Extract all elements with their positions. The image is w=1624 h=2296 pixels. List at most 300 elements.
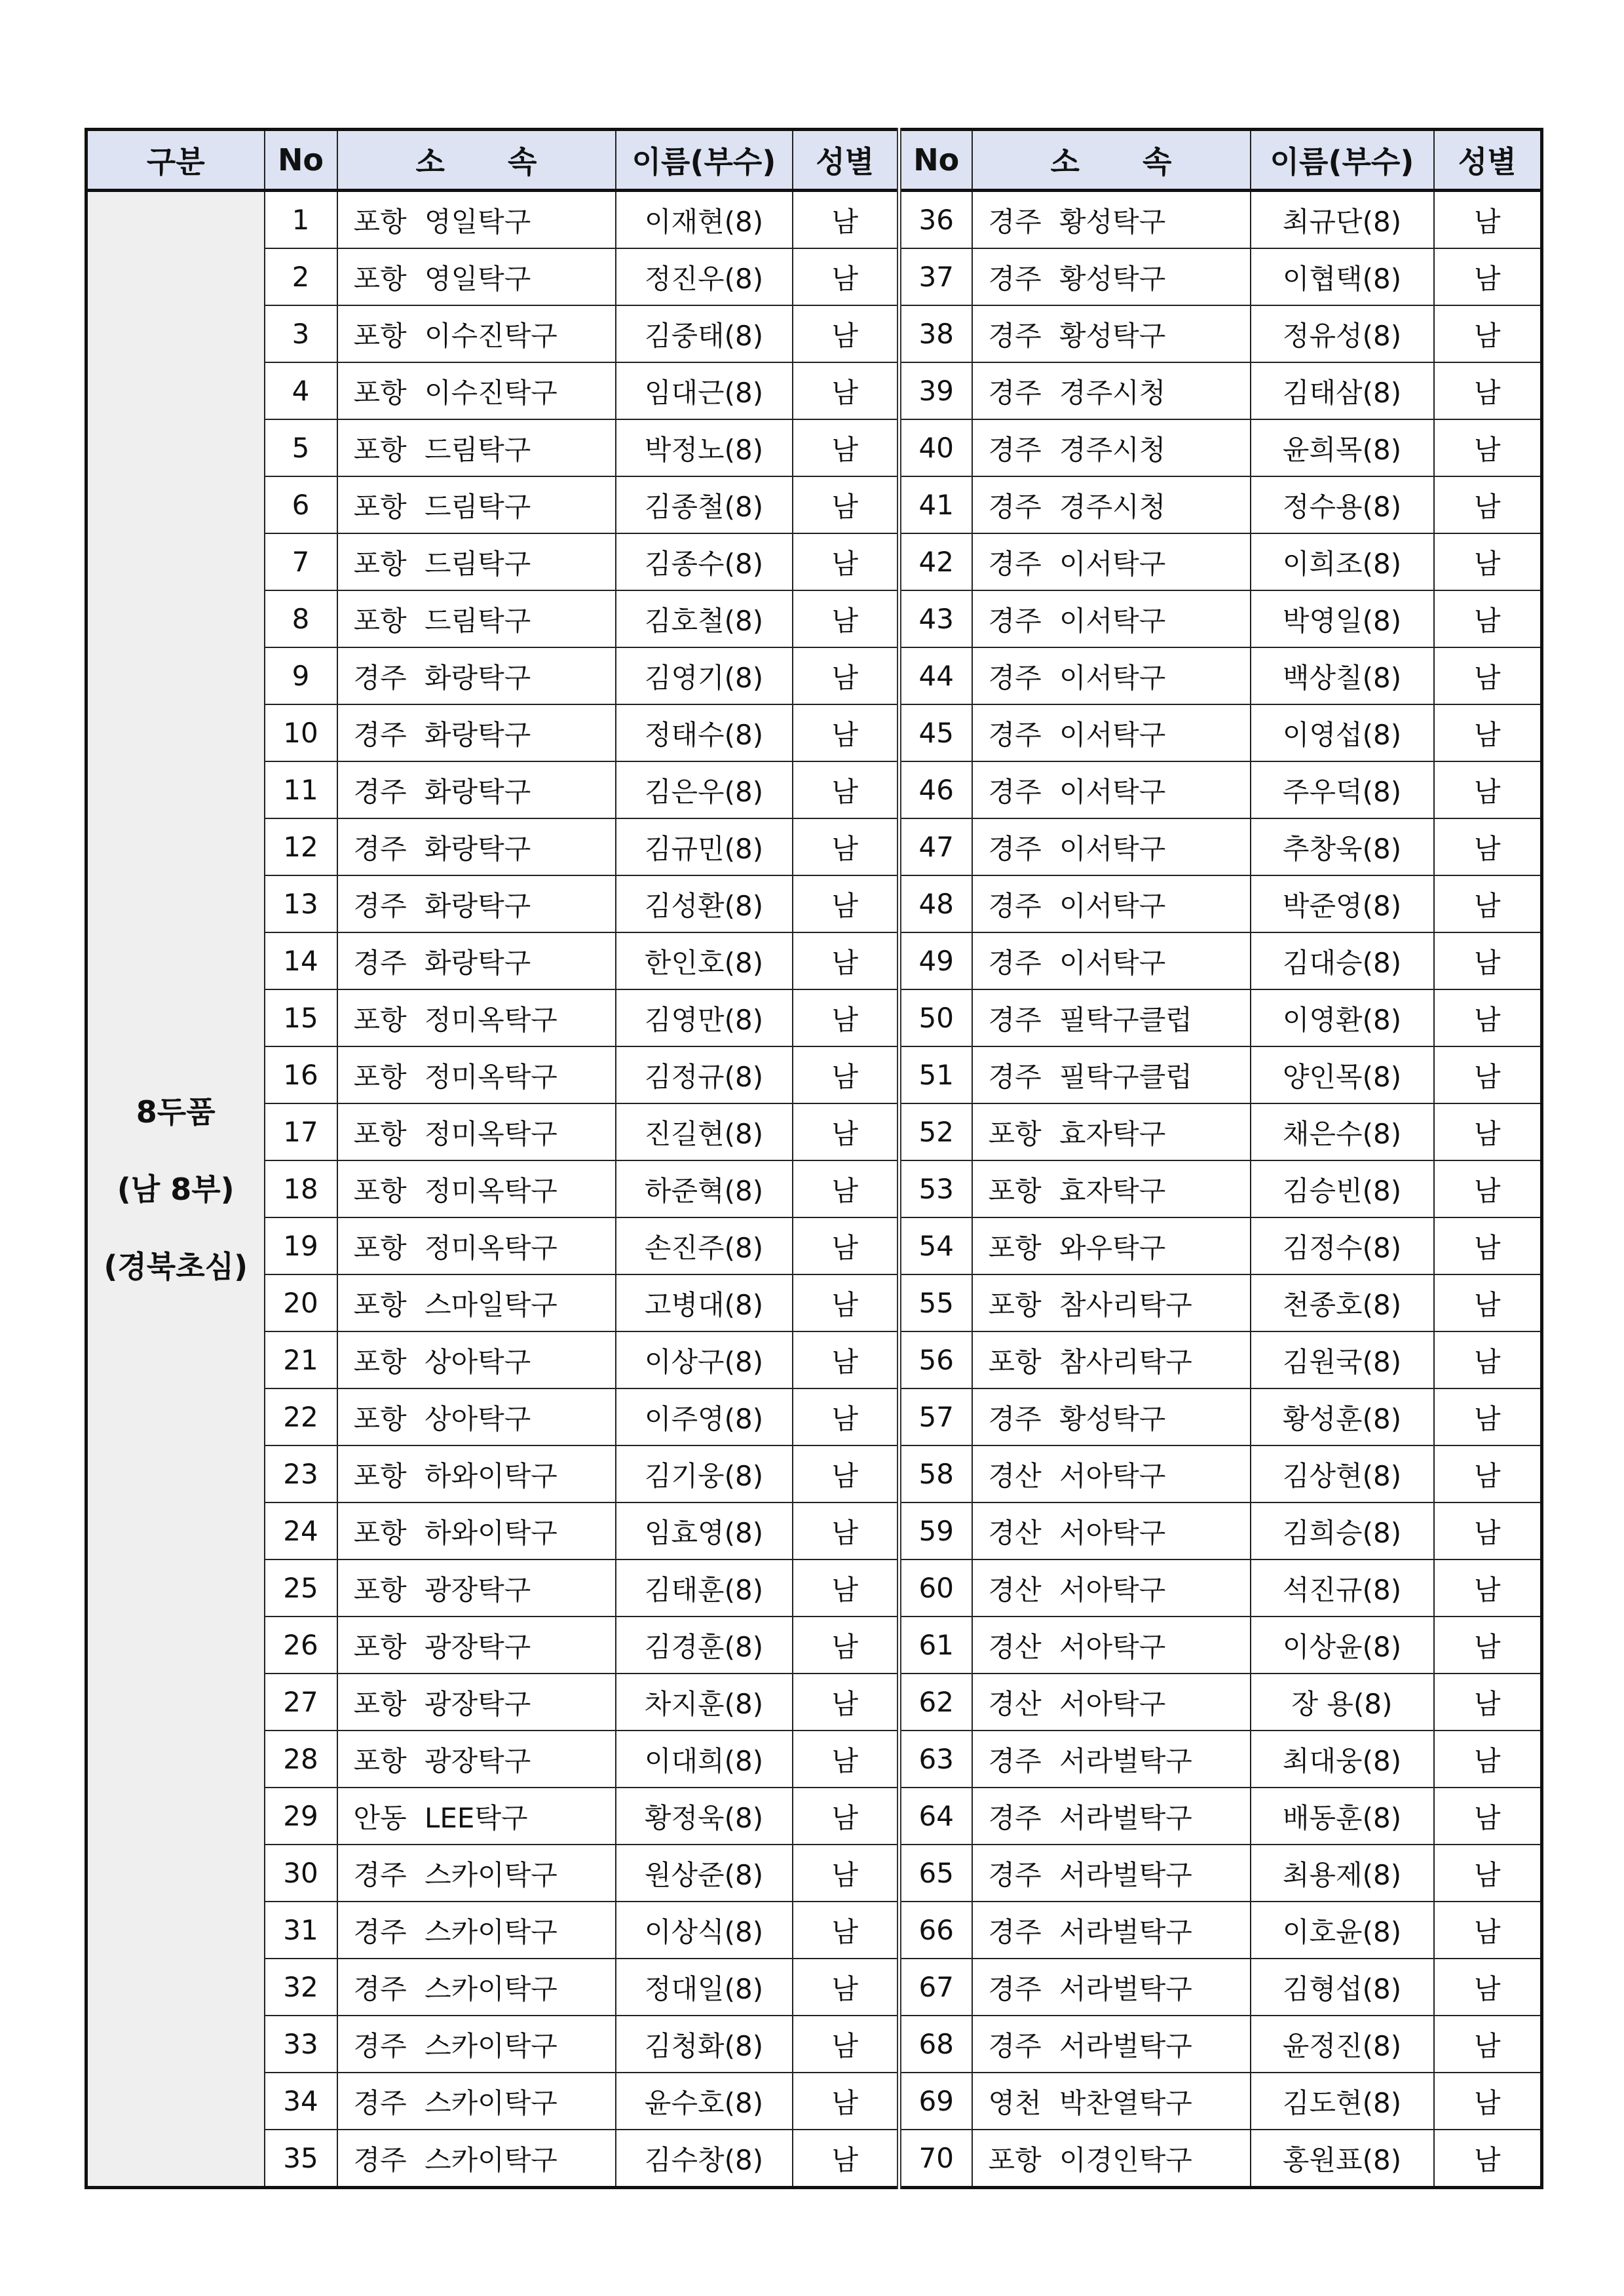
table-row (86, 590, 1542, 647)
table-row (86, 932, 1542, 989)
entry-no-left: 23 (265, 1445, 337, 1502)
entry-gender-left: 남 (793, 248, 899, 305)
entry-affiliation-left: 포항 광장탁구 (337, 1731, 616, 1788)
entry-affiliation-left: 안동 LEE탁구 (337, 1788, 616, 1845)
entry-name-left: 고병대(8) (616, 1274, 793, 1331)
entry-affiliation-right: 경주 필탁구클럽 (972, 989, 1251, 1046)
entry-affiliation-right: 포항 참사리탁구 (972, 1274, 1251, 1331)
table-row (86, 1274, 1542, 1331)
entry-no-right: 62 (899, 1674, 972, 1731)
entry-name-right: 추창욱(8) (1251, 818, 1434, 875)
entry-gender-right: 남 (1434, 1217, 1542, 1274)
entry-no-right: 66 (899, 1902, 972, 1959)
entry-name-right: 김대승(8) (1251, 932, 1434, 989)
category-line-1: 8두품 (136, 1094, 216, 1130)
entry-gender-right: 남 (1434, 989, 1542, 1046)
entry-no-left: 31 (265, 1902, 337, 1959)
table-header (86, 130, 1542, 191)
entry-no-left: 24 (265, 1502, 337, 1559)
entry-no-left: 35 (265, 2130, 337, 2188)
entry-affiliation-left: 경주 스카이탁구 (337, 2073, 616, 2130)
entry-name-right: 김원국(8) (1251, 1331, 1434, 1388)
entry-name-left: 김경훈(8) (616, 1617, 793, 1674)
entry-no-right: 47 (899, 818, 972, 875)
entry-no-left: 18 (265, 1160, 337, 1217)
entry-gender-left: 남 (793, 191, 899, 249)
entry-gender-right: 남 (1434, 875, 1542, 932)
entry-gender-right: 남 (1434, 1959, 1542, 2016)
entry-gender-left: 남 (793, 1559, 899, 1617)
entry-gender-left: 남 (793, 2073, 899, 2130)
entry-name-right: 양인목(8) (1251, 1046, 1434, 1103)
entry-gender-left: 남 (793, 1445, 899, 1502)
entry-no-left: 20 (265, 1274, 337, 1331)
entry-affiliation-left: 경주 화랑탁구 (337, 875, 616, 932)
entry-name-left: 진길현(8) (616, 1103, 793, 1160)
entry-no-left: 3 (265, 305, 337, 362)
entry-affiliation-right: 경주 서라벌탁구 (972, 1902, 1251, 1959)
entry-affiliation-left: 경주 스카이탁구 (337, 1845, 616, 1902)
entry-name-left: 김태훈(8) (616, 1559, 793, 1617)
entry-gender-left: 남 (793, 1046, 899, 1103)
entry-gender-left: 남 (793, 1103, 899, 1160)
entry-gender-right: 남 (1434, 2016, 1542, 2073)
entry-affiliation-right: 경주 서라벌탁구 (972, 1959, 1251, 2016)
entry-affiliation-left: 경주 화랑탁구 (337, 818, 616, 875)
table-row (86, 1959, 1542, 2016)
table-row (86, 2016, 1542, 2073)
entry-gender-left: 남 (793, 1502, 899, 1559)
entry-gender-right: 남 (1434, 305, 1542, 362)
entry-gender-left: 남 (793, 419, 899, 476)
category-cell (86, 191, 265, 2188)
entry-name-left: 김호철(8) (616, 590, 793, 647)
entry-affiliation-left: 포항 정미옥탁구 (337, 989, 616, 1046)
entry-affiliation-right: 포항 이경인탁구 (972, 2130, 1251, 2188)
entry-name-left: 이상식(8) (616, 1902, 793, 1959)
entry-no-left: 2 (265, 248, 337, 305)
entry-no-left: 33 (265, 2016, 337, 2073)
header-category: 구분 (86, 130, 265, 191)
entry-affiliation-right: 경주 서라벌탁구 (972, 2016, 1251, 2073)
entry-no-left: 1 (265, 191, 337, 249)
entry-no-left: 16 (265, 1046, 337, 1103)
header-row (86, 130, 1542, 191)
entry-affiliation-right: 경주 이서탁구 (972, 875, 1251, 932)
entry-affiliation-left: 포항 정미옥탁구 (337, 1217, 616, 1274)
entry-affiliation-left: 포항 하와이탁구 (337, 1445, 616, 1502)
entry-no-right: 42 (899, 533, 972, 590)
table-row (86, 1388, 1542, 1445)
entry-gender-right: 남 (1434, 1559, 1542, 1617)
entry-affiliation-right: 포항 효자탁구 (972, 1103, 1251, 1160)
entry-name-right: 윤희목(8) (1251, 419, 1434, 476)
entry-name-left: 김영만(8) (616, 989, 793, 1046)
table-row (86, 1217, 1542, 1274)
entry-no-right: 49 (899, 932, 972, 989)
entry-no-left: 21 (265, 1331, 337, 1388)
entry-name-right: 홍원표(8) (1251, 2130, 1434, 2188)
entry-no-left: 9 (265, 647, 337, 704)
entry-gender-left: 남 (793, 2130, 899, 2188)
entry-affiliation-right: 경주 경주시청 (972, 419, 1251, 476)
entry-name-left: 박정노(8) (616, 419, 793, 476)
entry-name-left: 김종철(8) (616, 476, 793, 533)
entry-affiliation-left: 포항 영일탁구 (337, 248, 616, 305)
table-body (86, 191, 1542, 2188)
entry-name-left: 김은우(8) (616, 761, 793, 818)
entry-name-left: 김수창(8) (616, 2130, 793, 2188)
table-row (86, 191, 1542, 249)
entry-no-left: 30 (265, 1845, 337, 1902)
entry-affiliation-left: 경주 스카이탁구 (337, 2016, 616, 2073)
entry-name-right: 김태삼(8) (1251, 362, 1434, 419)
entry-name-left: 정진우(8) (616, 248, 793, 305)
entry-affiliation-right: 경주 황성탁구 (972, 248, 1251, 305)
entry-affiliation-right: 경주 이서탁구 (972, 647, 1251, 704)
entry-no-right: 60 (899, 1559, 972, 1617)
entry-name-right: 최대웅(8) (1251, 1731, 1434, 1788)
entry-name-right: 김희승(8) (1251, 1502, 1434, 1559)
entry-gender-right: 남 (1434, 704, 1542, 761)
entry-affiliation-right: 경주 이서탁구 (972, 533, 1251, 590)
entry-affiliation-right: 경주 서라벌탁구 (972, 1788, 1251, 1845)
entry-affiliation-left: 포항 광장탁구 (337, 1674, 616, 1731)
entry-gender-right: 남 (1434, 1274, 1542, 1331)
entry-gender-left: 남 (793, 1274, 899, 1331)
entry-affiliation-right: 경주 이서탁구 (972, 704, 1251, 761)
entry-gender-left: 남 (793, 818, 899, 875)
entry-no-right: 45 (899, 704, 972, 761)
entry-name-left: 김청화(8) (616, 2016, 793, 2073)
entry-no-right: 52 (899, 1103, 972, 1160)
entry-gender-right: 남 (1434, 191, 1542, 249)
table-row (86, 2073, 1542, 2130)
entry-name-right: 채은수(8) (1251, 1103, 1434, 1160)
entry-no-right: 64 (899, 1788, 972, 1845)
entry-gender-right: 남 (1434, 1388, 1542, 1445)
table-row (86, 1046, 1542, 1103)
entry-gender-left: 남 (793, 590, 899, 647)
entry-affiliation-left: 경주 스카이탁구 (337, 1902, 616, 1959)
header-affiliation-right: 소 속 (972, 130, 1251, 191)
entry-gender-left: 남 (793, 875, 899, 932)
category-line-2: (남 8부) (117, 1171, 235, 1207)
entry-gender-right: 남 (1434, 1502, 1542, 1559)
table-row (86, 1788, 1542, 1845)
entry-affiliation-left: 포항 드림탁구 (337, 419, 616, 476)
entry-gender-right: 남 (1434, 1445, 1542, 1502)
entry-affiliation-right: 경주 황성탁구 (972, 1388, 1251, 1445)
entry-name-right: 김도현(8) (1251, 2073, 1434, 2130)
entry-name-right: 황성훈(8) (1251, 1388, 1434, 1445)
entry-name-left: 이상구(8) (616, 1331, 793, 1388)
entry-gender-left: 남 (793, 1217, 899, 1274)
entry-no-right: 59 (899, 1502, 972, 1559)
entry-no-right: 41 (899, 476, 972, 533)
entry-name-right: 박준영(8) (1251, 875, 1434, 932)
category-line-3: (경북초심) (104, 1248, 248, 1284)
entry-gender-left: 남 (793, 1845, 899, 1902)
header-affiliation-left: 소 속 (337, 130, 616, 191)
entry-gender-right: 남 (1434, 932, 1542, 989)
entry-no-right: 55 (899, 1274, 972, 1331)
entry-gender-left: 남 (793, 1959, 899, 2016)
entry-affiliation-left: 포항 하와이탁구 (337, 1502, 616, 1559)
entry-no-left: 14 (265, 932, 337, 989)
entry-gender-right: 남 (1434, 1046, 1542, 1103)
entry-gender-right: 남 (1434, 476, 1542, 533)
entry-gender-left: 남 (793, 1160, 899, 1217)
entry-affiliation-right: 경산 서아탁구 (972, 1559, 1251, 1617)
entry-name-right: 박영일(8) (1251, 590, 1434, 647)
table-row (86, 1902, 1542, 1959)
table-row (86, 1502, 1542, 1559)
table-row (86, 1103, 1542, 1160)
entry-gender-right: 남 (1434, 1902, 1542, 1959)
entry-name-left: 김기웅(8) (616, 1445, 793, 1502)
entry-name-right: 정유성(8) (1251, 305, 1434, 362)
entry-name-right: 정수용(8) (1251, 476, 1434, 533)
entry-affiliation-right: 경산 서아탁구 (972, 1502, 1251, 1559)
entry-affiliation-left: 경주 화랑탁구 (337, 647, 616, 704)
entry-affiliation-left: 경주 화랑탁구 (337, 932, 616, 989)
entry-no-left: 10 (265, 704, 337, 761)
entry-affiliation-left: 경주 스카이탁구 (337, 1959, 616, 2016)
entry-name-right: 김상현(8) (1251, 1445, 1434, 1502)
entry-name-left: 김영기(8) (616, 647, 793, 704)
entry-gender-right: 남 (1434, 590, 1542, 647)
header-name-left: 이름(부수) (616, 130, 793, 191)
entry-no-left: 28 (265, 1731, 337, 1788)
entry-gender-right: 남 (1434, 419, 1542, 476)
entry-no-left: 32 (265, 1959, 337, 2016)
table-row (86, 419, 1542, 476)
entry-affiliation-right: 경주 이서탁구 (972, 932, 1251, 989)
entry-affiliation-left: 포항 정미옥탁구 (337, 1046, 616, 1103)
table-row (86, 1731, 1542, 1788)
entry-name-right: 이상윤(8) (1251, 1617, 1434, 1674)
entry-affiliation-right: 포항 와우탁구 (972, 1217, 1251, 1274)
entry-no-left: 22 (265, 1388, 337, 1445)
entry-affiliation-left: 포항 스마일탁구 (337, 1274, 616, 1331)
entry-no-left: 13 (265, 875, 337, 932)
table-row (86, 476, 1542, 533)
entry-gender-left: 남 (793, 1674, 899, 1731)
entry-gender-right: 남 (1434, 1845, 1542, 1902)
entry-name-right: 이희조(8) (1251, 533, 1434, 590)
entry-no-left: 17 (265, 1103, 337, 1160)
table-row (86, 1845, 1542, 1902)
table-row (86, 1331, 1542, 1388)
entry-gender-right: 남 (1434, 761, 1542, 818)
entry-affiliation-right: 경주 경주시청 (972, 362, 1251, 419)
entry-name-left: 이재현(8) (616, 191, 793, 249)
entry-name-right: 이협택(8) (1251, 248, 1434, 305)
entry-gender-left: 남 (793, 362, 899, 419)
entry-gender-left: 남 (793, 533, 899, 590)
entry-no-right: 57 (899, 1388, 972, 1445)
entry-affiliation-right: 경주 이서탁구 (972, 761, 1251, 818)
entry-name-left: 임대근(8) (616, 362, 793, 419)
entry-no-left: 29 (265, 1788, 337, 1845)
entry-gender-left: 남 (793, 1331, 899, 1388)
entry-no-left: 12 (265, 818, 337, 875)
entry-name-left: 원상준(8) (616, 1845, 793, 1902)
header-no-left: No (265, 130, 337, 191)
entry-gender-left: 남 (793, 1902, 899, 1959)
entry-no-right: 50 (899, 989, 972, 1046)
entry-name-right: 장 용(8) (1251, 1674, 1434, 1731)
entry-gender-left: 남 (793, 989, 899, 1046)
entry-name-left: 윤수호(8) (616, 2073, 793, 2130)
entry-gender-right: 남 (1434, 248, 1542, 305)
entry-name-left: 임효영(8) (616, 1502, 793, 1559)
entry-gender-right: 남 (1434, 1788, 1542, 1845)
entry-gender-left: 남 (793, 1731, 899, 1788)
entry-gender-left: 남 (793, 1617, 899, 1674)
entry-name-right: 이호윤(8) (1251, 1902, 1434, 1959)
entry-no-right: 39 (899, 362, 972, 419)
table-row (86, 2130, 1542, 2188)
header-gender-left: 성별 (793, 130, 899, 191)
entry-gender-left: 남 (793, 305, 899, 362)
entry-affiliation-left: 경주 화랑탁구 (337, 704, 616, 761)
entry-gender-left: 남 (793, 476, 899, 533)
entry-gender-right: 남 (1434, 1674, 1542, 1731)
entry-gender-left: 남 (793, 2016, 899, 2073)
entry-affiliation-left: 포항 드림탁구 (337, 476, 616, 533)
entry-no-left: 34 (265, 2073, 337, 2130)
entry-gender-right: 남 (1434, 2130, 1542, 2188)
table-row (86, 818, 1542, 875)
entry-no-right: 61 (899, 1617, 972, 1674)
entry-affiliation-right: 경주 필탁구클럽 (972, 1046, 1251, 1103)
entry-no-right: 58 (899, 1445, 972, 1502)
entry-name-left: 손진주(8) (616, 1217, 793, 1274)
entry-no-right: 69 (899, 2073, 972, 2130)
entry-name-left: 차지훈(8) (616, 1674, 793, 1731)
entry-no-left: 4 (265, 362, 337, 419)
entry-name-left: 김종수(8) (616, 533, 793, 590)
entry-gender-left: 남 (793, 761, 899, 818)
roster-table (85, 128, 1543, 2189)
entry-gender-right: 남 (1434, 1160, 1542, 1217)
entry-no-right: 63 (899, 1731, 972, 1788)
entry-affiliation-right: 경산 서아탁구 (972, 1445, 1251, 1502)
entry-gender-right: 남 (1434, 1731, 1542, 1788)
entry-affiliation-right: 경주 황성탁구 (972, 191, 1251, 249)
table-row (86, 875, 1542, 932)
entry-affiliation-right: 포항 참사리탁구 (972, 1331, 1251, 1388)
entry-no-right: 46 (899, 761, 972, 818)
entry-gender-right: 남 (1434, 1103, 1542, 1160)
entry-name-left: 김중태(8) (616, 305, 793, 362)
entry-no-left: 25 (265, 1559, 337, 1617)
entry-name-right: 천종호(8) (1251, 1274, 1434, 1331)
entry-name-left: 정태수(8) (616, 704, 793, 761)
entry-no-right: 40 (899, 419, 972, 476)
table-row (86, 533, 1542, 590)
table-row (86, 647, 1542, 704)
entry-no-right: 37 (899, 248, 972, 305)
entry-no-right: 68 (899, 2016, 972, 2073)
entry-gender-left: 남 (793, 932, 899, 989)
entry-affiliation-right: 경주 서라벌탁구 (972, 1731, 1251, 1788)
entry-name-right: 김정수(8) (1251, 1217, 1434, 1274)
table-row (86, 305, 1542, 362)
entry-affiliation-right: 경주 경주시청 (972, 476, 1251, 533)
entry-no-right: 54 (899, 1217, 972, 1274)
entry-gender-right: 남 (1434, 362, 1542, 419)
entry-affiliation-right: 경산 서아탁구 (972, 1617, 1251, 1674)
table-row (86, 704, 1542, 761)
entry-affiliation-left: 경주 스카이탁구 (337, 2130, 616, 2188)
entry-affiliation-right: 경주 서라벌탁구 (972, 1845, 1251, 1902)
entry-name-left: 황정욱(8) (616, 1788, 793, 1845)
entry-name-right: 최용제(8) (1251, 1845, 1434, 1902)
table-row (86, 248, 1542, 305)
entry-gender-right: 남 (1434, 1617, 1542, 1674)
table-row (86, 1160, 1542, 1217)
entry-affiliation-left: 포항 광장탁구 (337, 1559, 616, 1617)
entry-name-right: 백상칠(8) (1251, 647, 1434, 704)
entry-no-right: 56 (899, 1331, 972, 1388)
entry-no-right: 51 (899, 1046, 972, 1103)
entry-no-left: 5 (265, 419, 337, 476)
entry-name-right: 이영섭(8) (1251, 704, 1434, 761)
header-no-right: No (899, 130, 972, 191)
entry-name-left: 한인호(8) (616, 932, 793, 989)
entry-affiliation-left: 포항 상아탁구 (337, 1388, 616, 1445)
entry-name-right: 최규단(8) (1251, 191, 1434, 249)
entry-no-left: 19 (265, 1217, 337, 1274)
entry-no-left: 15 (265, 989, 337, 1046)
entry-affiliation-left: 포항 이수진탁구 (337, 305, 616, 362)
entry-affiliation-left: 포항 상아탁구 (337, 1331, 616, 1388)
entry-name-right: 김승빈(8) (1251, 1160, 1434, 1217)
entry-affiliation-right: 경주 황성탁구 (972, 305, 1251, 362)
entry-gender-right: 남 (1434, 1331, 1542, 1388)
entry-name-left: 정대일(8) (616, 1959, 793, 2016)
entry-gender-right: 남 (1434, 533, 1542, 590)
entry-name-left: 하준혁(8) (616, 1160, 793, 1217)
header-name-right: 이름(부수) (1251, 130, 1434, 191)
entry-no-left: 26 (265, 1617, 337, 1674)
entry-name-right: 김형섭(8) (1251, 1959, 1434, 2016)
table-row (86, 761, 1542, 818)
table-row (86, 1674, 1542, 1731)
entry-affiliation-right: 영천 박찬열탁구 (972, 2073, 1251, 2130)
entry-affiliation-right: 경주 이서탁구 (972, 590, 1251, 647)
entry-no-right: 48 (899, 875, 972, 932)
entry-affiliation-left: 포항 영일탁구 (337, 191, 616, 249)
entry-gender-left: 남 (793, 1388, 899, 1445)
entry-no-left: 27 (265, 1674, 337, 1731)
entry-no-right: 67 (899, 1959, 972, 2016)
table-row (86, 989, 1542, 1046)
entry-affiliation-left: 포항 정미옥탁구 (337, 1160, 616, 1217)
entry-name-left: 김정규(8) (616, 1046, 793, 1103)
entry-affiliation-right: 경주 이서탁구 (972, 818, 1251, 875)
entry-affiliation-right: 경산 서아탁구 (972, 1674, 1251, 1731)
entry-name-right: 이영환(8) (1251, 989, 1434, 1046)
entry-no-left: 8 (265, 590, 337, 647)
header-gender-right: 성별 (1434, 130, 1542, 191)
entry-no-left: 6 (265, 476, 337, 533)
entry-no-right: 36 (899, 191, 972, 249)
entry-name-right: 주우덕(8) (1251, 761, 1434, 818)
